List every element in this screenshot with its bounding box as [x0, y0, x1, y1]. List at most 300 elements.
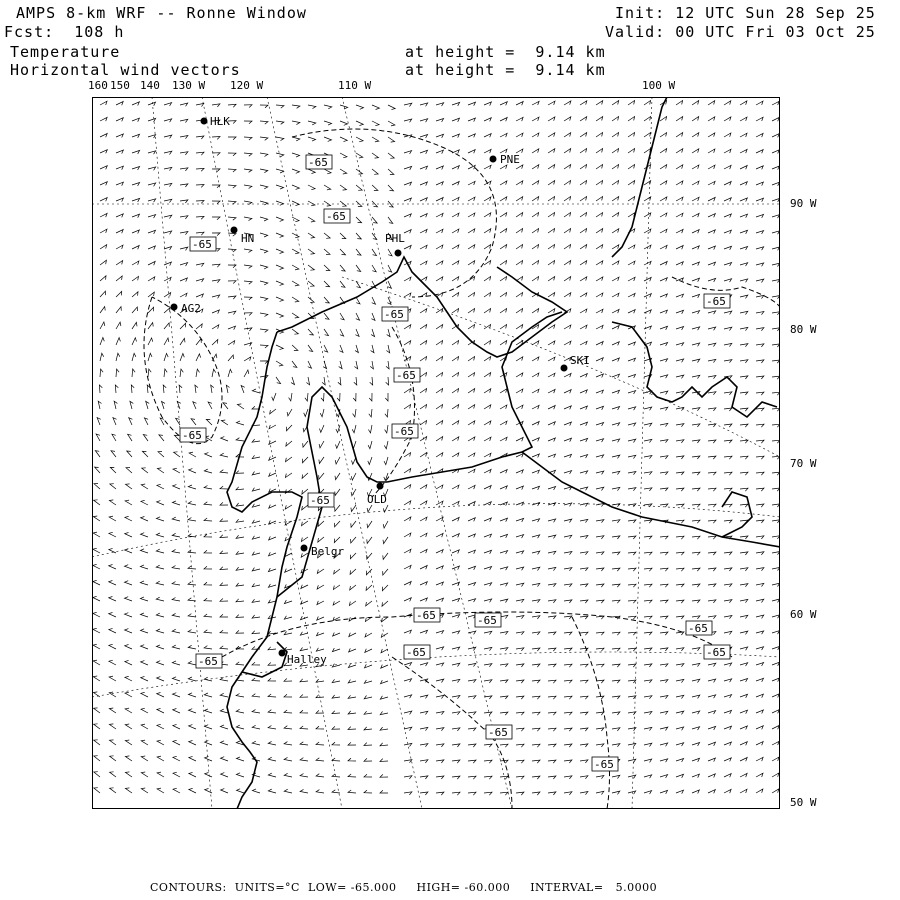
- wind-barb: [692, 584, 700, 587]
- wind-barb: [244, 105, 252, 108]
- wind-barb: [156, 629, 164, 633]
- wind-barb: [220, 583, 228, 586]
- wind-barb: [436, 198, 443, 202]
- wind-barb: [644, 294, 651, 298]
- wind-barb: [125, 581, 133, 585]
- wind-barb: [205, 725, 213, 729]
- wind-barb: [500, 534, 508, 538]
- wind-barb: [580, 197, 587, 202]
- wind-barb: [548, 503, 556, 506]
- wind-barb: [580, 309, 587, 313]
- wind-barb: [724, 230, 731, 234]
- wind-barb: [420, 261, 427, 265]
- wind-barb: [177, 402, 181, 410]
- wind-barb: [580, 117, 587, 121]
- wind-barb: [532, 503, 540, 507]
- wind-barb: [548, 584, 556, 587]
- wind-barb: [612, 423, 620, 426]
- wind-barb: [276, 121, 284, 124]
- wind-barb: [372, 217, 377, 223]
- wind-barb: [612, 326, 619, 330]
- east-coast-north: [612, 97, 667, 257]
- wind-barb: [612, 407, 620, 411]
- wind-barb: [420, 245, 427, 249]
- wind-barb: [300, 726, 308, 729]
- wind-barb: [676, 407, 684, 410]
- wind-barb: [772, 536, 780, 539]
- wind-barb: [612, 181, 619, 186]
- wind-barb: [228, 369, 232, 377]
- wind-barb: [156, 533, 164, 537]
- wind-barb: [596, 696, 604, 699]
- wind-barb: [644, 197, 651, 201]
- wind-barb: [380, 774, 388, 777]
- wind-barb: [756, 360, 764, 363]
- wind-barb: [516, 535, 524, 539]
- contour-minus65: [144, 297, 222, 444]
- wind-barb: [367, 521, 372, 528]
- wind-barb: [452, 213, 459, 217]
- wind-barb: [452, 421, 459, 425]
- wind-barb: [644, 213, 651, 217]
- wind-barb: [353, 409, 356, 417]
- wind-barb: [676, 424, 684, 427]
- wind-barb: [436, 631, 444, 634]
- station-hlk: [201, 115, 231, 128]
- wind-barb: [420, 501, 427, 505]
- wind-barb: [116, 150, 123, 154]
- wind-barb: [740, 182, 747, 186]
- wind-barb: [188, 485, 196, 489]
- wind-barb: [708, 600, 716, 603]
- wind-barb: [500, 744, 508, 747]
- wind-barb: [548, 696, 556, 699]
- wind-barb: [580, 165, 587, 170]
- station-hn: [231, 227, 255, 246]
- wind-barb: [332, 695, 340, 698]
- wind-barb: [532, 535, 540, 538]
- wind-barb: [228, 281, 236, 284]
- contour-legend: CONTOURS: UNITS=°C LOW= -65.000 HIGH= -60.000 INTERVAL= 5.0000: [150, 881, 658, 894]
- wind-barb: [284, 632, 292, 635]
- wind-barb: [340, 105, 348, 109]
- wind-barb: [308, 297, 314, 302]
- wind-barb: [564, 341, 571, 345]
- wind-barb: [116, 118, 123, 122]
- wind-barb: [125, 788, 132, 793]
- wind-barb: [692, 294, 700, 298]
- wind-barb: [468, 485, 475, 489]
- station-old: [367, 483, 387, 507]
- wind-barb: [484, 165, 491, 169]
- wind-barb: [252, 584, 260, 587]
- wind-barb: [644, 101, 651, 106]
- wind-barb: [385, 425, 388, 433]
- wind-barb: [724, 600, 732, 603]
- graticule: [92, 97, 780, 809]
- station-ag2: [171, 302, 201, 315]
- wind-barb: [708, 758, 715, 762]
- wind-barb: [500, 261, 507, 266]
- wind-barb: [708, 424, 716, 427]
- wind-barb: [220, 535, 228, 538]
- wind-barb: [628, 520, 636, 523]
- wind-barb: [404, 325, 411, 329]
- wind-barb: [484, 102, 491, 106]
- wind-barb: [286, 457, 293, 462]
- wind-barb: [596, 776, 604, 779]
- wind-barb: [740, 773, 747, 777]
- wind-barb: [157, 677, 164, 681]
- wind-barb: [287, 425, 293, 431]
- wind-barb: [468, 615, 476, 618]
- lon-label-130w: 130 W: [172, 79, 206, 92]
- wind-barb: [436, 103, 444, 106]
- wind-barb: [692, 552, 700, 555]
- wind-barb: [596, 568, 604, 571]
- wind-barb: [349, 633, 356, 637]
- wind-barb: [380, 743, 388, 746]
- wind-barb: [676, 101, 683, 106]
- wind-barb: [228, 355, 233, 361]
- wind-barb: [612, 728, 620, 731]
- wind-barb: [157, 693, 164, 698]
- wind-barb: [220, 486, 228, 489]
- wind-barb: [500, 664, 508, 667]
- wind-barb: [372, 121, 379, 126]
- wind-barb: [612, 101, 619, 105]
- wind-barb: [180, 369, 183, 377]
- wind-barb: [196, 232, 204, 235]
- wind-barb: [308, 361, 312, 368]
- wind-barb: [628, 775, 636, 778]
- wind-barb: [452, 712, 460, 715]
- wind-barb: [596, 712, 604, 715]
- wind-barb: [228, 185, 236, 188]
- wind-barb: [188, 645, 196, 649]
- wind-barb: [692, 616, 700, 619]
- wind-barb: [236, 487, 244, 490]
- wind-barb: [484, 664, 492, 667]
- wind-barb: [644, 775, 652, 778]
- wind-barb: [340, 313, 344, 320]
- wind-barb: [404, 230, 411, 234]
- wind-barb: [468, 453, 475, 457]
- wind-barb: [500, 293, 507, 298]
- wind-barb: [468, 245, 475, 249]
- wind-barb: [596, 455, 604, 458]
- wind-barb: [420, 695, 428, 698]
- wind-barb: [317, 632, 325, 636]
- wind-barb: [708, 214, 715, 218]
- wind-barb: [125, 756, 132, 761]
- wind-barb: [356, 153, 363, 158]
- wind-barb: [244, 169, 252, 172]
- wind-barb: [404, 630, 411, 634]
- wind-barb: [420, 727, 428, 730]
- wind-barb: [132, 322, 137, 329]
- wind-barb: [740, 679, 748, 683]
- wind-barb: [628, 616, 636, 619]
- wind-barb: [484, 647, 492, 650]
- wind-barb: [94, 772, 100, 777]
- wind-barb: [676, 711, 684, 714]
- wind-barb: [500, 309, 507, 314]
- wind-barb: [276, 313, 283, 317]
- wind-barb: [308, 329, 313, 335]
- wind-barb: [404, 293, 411, 297]
- wind-barb: [772, 166, 779, 170]
- wind-barb: [548, 261, 555, 266]
- wind-barb: [366, 585, 372, 590]
- wind-barb: [484, 261, 491, 265]
- wind-barb: [180, 103, 188, 106]
- wind-barb: [195, 385, 198, 393]
- wind-barb: [436, 728, 444, 731]
- wind-barb: [189, 788, 196, 793]
- wind-barb: [236, 615, 244, 618]
- wind-barb: [468, 663, 476, 666]
- wind-barb: [612, 213, 619, 217]
- wind-barb: [468, 118, 475, 122]
- wind-barb: [676, 648, 684, 651]
- coast-island: [722, 492, 752, 537]
- wind-barb: [420, 517, 427, 521]
- wind-barb: [676, 310, 684, 314]
- filchner-coast: [522, 452, 780, 547]
- wind-barb: [268, 726, 276, 730]
- wind-barb: [404, 182, 412, 186]
- wind-barb: [660, 536, 668, 539]
- wind-barb: [292, 297, 299, 302]
- wind-barb: [692, 520, 700, 523]
- wind-barb: [252, 662, 260, 665]
- wind-barb: [404, 214, 411, 218]
- wind-barb: [116, 198, 123, 202]
- svg-text:PHL: PHL: [385, 232, 405, 245]
- wind-barb: [156, 613, 164, 617]
- wind-barb: [580, 712, 588, 715]
- wind-barb: [756, 312, 764, 315]
- wind-barb: [348, 695, 356, 698]
- wind-barb: [708, 278, 716, 282]
- wind-barb: [628, 680, 636, 683]
- wind-barb: [188, 518, 196, 522]
- wind-barb: [420, 792, 428, 795]
- wind-barb: [660, 423, 668, 426]
- wind-barb: [484, 792, 492, 795]
- wind-barb: [580, 149, 587, 154]
- wind-barb: [676, 165, 683, 169]
- wind-barb: [436, 150, 443, 154]
- wind-barb: [740, 392, 748, 395]
- wind-barb: [724, 182, 731, 186]
- wind-barb: [644, 407, 652, 410]
- wind-barb: [628, 488, 636, 491]
- wind-barb: [140, 565, 148, 569]
- wind-barb: [244, 357, 251, 361]
- wind-barb: [644, 632, 652, 635]
- wind-barb: [548, 776, 556, 779]
- wind-barb: [157, 772, 164, 777]
- wind-barb: [724, 408, 732, 411]
- wind-barb: [660, 664, 668, 667]
- wind-barb: [612, 487, 620, 490]
- wind-barb: [500, 325, 507, 330]
- wind-barb: [303, 457, 309, 463]
- wind-barb: [371, 345, 374, 353]
- wind-barb: [500, 486, 507, 490]
- map-plot-area: [92, 97, 780, 809]
- wind-barb: [364, 774, 372, 777]
- wind-barb: [564, 438, 572, 442]
- wind-barb: [110, 467, 116, 473]
- wind-barb: [204, 550, 212, 553]
- wind-barb: [159, 435, 164, 441]
- wind-barb: [236, 519, 244, 522]
- wind-barb: [308, 345, 313, 352]
- wind-barb: [93, 660, 100, 665]
- wind-barb: [116, 322, 121, 329]
- wind-barb: [172, 566, 180, 570]
- wind-barb: [452, 341, 459, 346]
- wind-barb: [756, 694, 763, 698]
- wind-barb: [612, 600, 620, 603]
- wind-barb: [241, 386, 245, 394]
- wind-barb: [228, 265, 236, 268]
- wind-barb: [142, 451, 148, 457]
- wind-barb: [564, 760, 572, 763]
- wind-barb: [324, 121, 332, 125]
- wind-barb: [548, 245, 555, 250]
- wind-barb: [236, 757, 244, 761]
- wind-barb: [141, 756, 148, 761]
- wind-barb: [125, 500, 132, 505]
- wind-barb: [628, 293, 635, 297]
- wind-barb: [580, 245, 587, 249]
- wind-barb: [130, 401, 133, 409]
- wind-barb: [420, 421, 427, 426]
- wind-barb: [660, 117, 667, 122]
- wind-barb: [628, 165, 635, 170]
- wind-barb: [692, 456, 700, 459]
- wind-barb: [580, 760, 588, 763]
- wind-barb: [564, 277, 571, 281]
- wind-barb: [548, 293, 555, 297]
- wind-barb: [220, 741, 228, 745]
- wind-barb: [612, 342, 619, 346]
- wind-barb: [284, 773, 292, 777]
- wind-barb: [95, 451, 100, 457]
- wind-barb: [193, 402, 197, 409]
- wind-barb: [772, 520, 780, 523]
- wind-barb: [628, 213, 635, 217]
- wind-barb: [644, 759, 652, 762]
- wind-barb: [628, 552, 636, 555]
- wind-barb: [548, 277, 555, 281]
- wind-barb: [772, 296, 780, 299]
- wind-barb: [724, 472, 732, 475]
- wind-barb: [317, 601, 324, 605]
- wind-barb: [692, 375, 700, 378]
- wind-barb: [356, 137, 363, 142]
- wind-barb: [172, 533, 180, 537]
- wind-barb: [436, 166, 443, 170]
- wind-barb: [532, 760, 540, 763]
- wind-barb: [740, 376, 748, 379]
- wind-barb: [268, 773, 276, 777]
- wind-barb: [386, 377, 389, 385]
- wind-barb: [756, 344, 764, 347]
- wind-barb: [236, 421, 244, 425]
- wind-barb: [116, 245, 123, 249]
- wind-barb: [468, 550, 475, 554]
- wind-barb: [468, 357, 475, 362]
- wind-barb: [308, 105, 316, 109]
- wind-barb: [612, 390, 620, 394]
- wind-barb: [532, 454, 539, 458]
- wind-barb: [436, 598, 444, 602]
- wind-barb: [292, 249, 299, 254]
- wind-barb: [141, 661, 148, 665]
- wind-barb: [125, 660, 132, 665]
- wind-barb: [676, 632, 684, 635]
- wind-barb: [676, 790, 684, 794]
- wind-barb: [468, 760, 476, 763]
- map-canvas: [92, 97, 780, 809]
- wind-barb: [580, 390, 587, 394]
- wind-barb: [260, 137, 268, 140]
- wind-barb: [724, 392, 732, 395]
- wind-barb: [236, 535, 244, 538]
- wind-barb: [172, 645, 180, 649]
- wind-barb: [205, 757, 212, 762]
- wind-barb: [692, 648, 700, 651]
- wind-barb: [244, 370, 249, 377]
- wind-barb: [340, 185, 347, 190]
- wind-barb: [756, 456, 764, 459]
- wind-barb: [340, 201, 346, 206]
- wind-barb: [692, 568, 700, 571]
- wind-barb: [228, 104, 236, 107]
- wind-barb: [548, 760, 556, 763]
- wind-barb: [204, 646, 212, 649]
- wind-barb: [100, 291, 105, 297]
- wind-barb: [221, 757, 229, 761]
- wind-barb: [252, 488, 260, 491]
- wind-barb: [740, 789, 747, 793]
- wind-barb: [302, 521, 309, 526]
- wind-barb: [157, 724, 164, 729]
- east-coast-islands: [612, 322, 777, 417]
- wind-barb: [332, 726, 340, 729]
- wind-barb: [436, 744, 444, 747]
- wind-barb: [756, 520, 764, 523]
- wind-barb: [612, 197, 619, 201]
- wind-barb: [220, 551, 228, 554]
- wind-barb: [236, 438, 244, 441]
- wind-barb: [548, 664, 556, 667]
- wind-barb: [420, 229, 427, 233]
- wind-barb: [141, 533, 149, 537]
- wind-barb: [596, 503, 604, 506]
- wind-barb: [452, 150, 459, 154]
- wind-barb: [676, 181, 683, 185]
- wind-barb: [468, 583, 476, 587]
- wind-barb: [628, 568, 636, 571]
- wind-barb: [724, 584, 732, 587]
- wind-barb: [388, 265, 392, 272]
